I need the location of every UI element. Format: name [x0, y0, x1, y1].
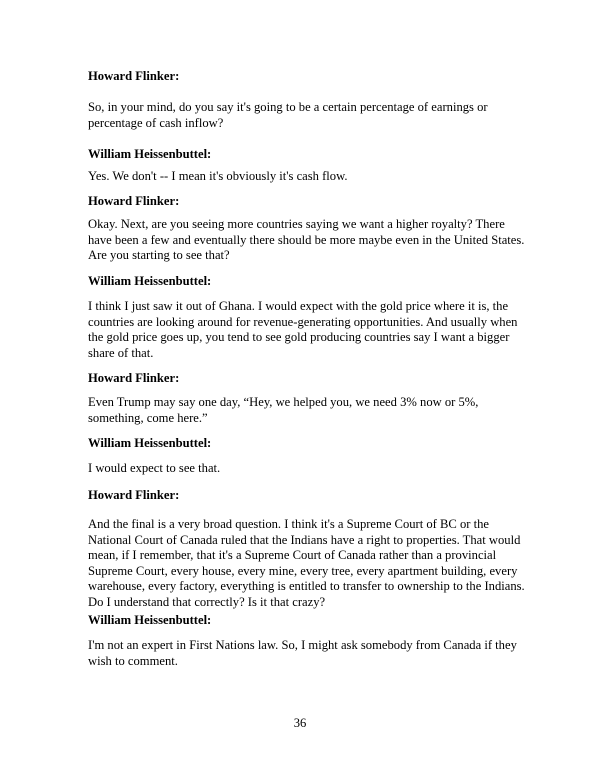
speech-paragraph: So, in your mind, do you say it's going to be a certain percentage of earnings or percentage of cash inflow? [88, 100, 488, 130]
speech-paragraph: I'm not an expert in First Nations law. So, I might ask somebody from Canada if they wish to comment. [88, 638, 517, 668]
speech-paragraph: I think I just saw it out of Ghana. I would expect with the gold price where it is, the countries are looking around for revenue-generating opportunities. And usually when the gold price goes up, you tend to see gold producing countries say I want a bigger share of that. [88, 299, 518, 360]
speech-paragraph: Even Trump may say one day, “Hey, we helped you, we need 3% now or 5%, something, come here.” [88, 395, 479, 425]
speech-paragraph: And the final is a very broad question. I think it's a Supreme Court of BC or the National Court of Canada ruled that the Indians have a right to properties. That would mean, if I remember, that it's a Supreme Court of Canada rather than a provincial Supreme Court, every house, every mine, every tree, every apartment building, every warehouse, every factory, everything is entitled to transfer to ownership to the Indians. Do I understand that correctly? Is it that crazy? [88, 517, 525, 609]
speaker-label: Howard Flinker: [88, 488, 180, 502]
speaker-label: Howard Flinker: [88, 194, 180, 208]
speaker-label: William Heissenbuttel: [88, 436, 212, 450]
page-number: 36 [293, 716, 307, 730]
speech-paragraph: I would expect to see that. [88, 461, 221, 475]
speaker-label: Howard Flinker: [88, 69, 180, 83]
speaker-label: William Heissenbuttel: [88, 147, 212, 161]
speech-paragraph: Okay. Next, are you seeing more countries saying we want a higher royalty? There have been a few and eventually there should be more maybe even in the United States. Are you starting to see that? [88, 217, 525, 263]
speaker-label: Howard Flinker: [88, 371, 180, 385]
speaker-label: William Heissenbuttel: [88, 613, 212, 627]
speech-paragraph: Yes. We don't -- I mean it's obviously it's cash flow. [88, 169, 348, 183]
speaker-label: William Heissenbuttel: [88, 274, 212, 288]
